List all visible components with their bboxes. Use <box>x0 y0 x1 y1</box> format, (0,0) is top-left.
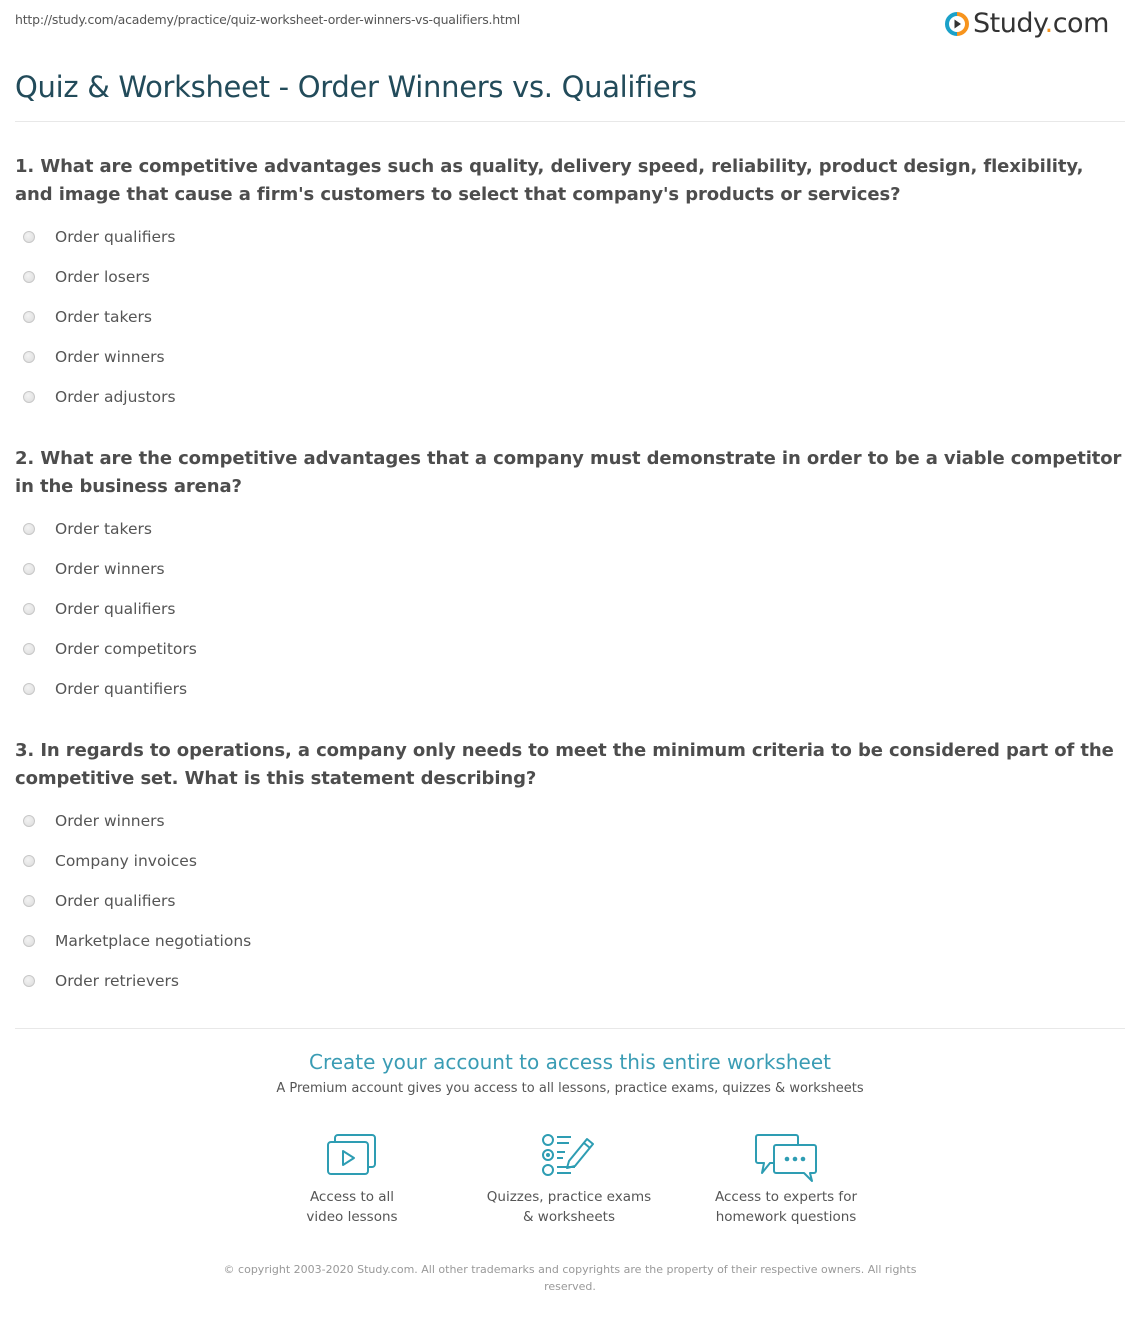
logo-name: Study <box>973 8 1045 39</box>
option-label: Order competitors <box>55 640 197 658</box>
feature-experts <box>686 1133 886 1227</box>
quiz-checklist-icon <box>541 1133 597 1177</box>
question-3 <box>15 737 1125 1001</box>
answer-options <box>15 509 1125 709</box>
answer-options <box>15 801 1125 1001</box>
option-label: Order takers <box>55 520 152 538</box>
radio-button[interactable] <box>23 935 35 947</box>
radio-button[interactable] <box>23 683 35 695</box>
answer-option[interactable] <box>15 377 1125 417</box>
radio-button[interactable] <box>23 895 35 907</box>
answer-option[interactable] <box>15 629 1125 669</box>
radio-button[interactable] <box>23 975 35 987</box>
logo-wordmark <box>973 8 1109 40</box>
chat-bubbles-icon <box>754 1133 818 1183</box>
divider <box>15 1028 1125 1029</box>
answer-option[interactable] <box>15 509 1125 549</box>
feature-line-1: Access to experts for <box>714 1189 857 1205</box>
cta-title[interactable]: Create your account to access this entire worksheet <box>309 1050 831 1074</box>
feature-label <box>469 1187 669 1227</box>
option-label: Order retrievers <box>55 972 179 990</box>
question-2 <box>15 445 1125 709</box>
study-logo[interactable] <box>945 8 1109 40</box>
radio-button[interactable] <box>23 351 35 363</box>
page-title: Quiz & Worksheet - Order Winners vs. Qualifiers <box>15 70 697 104</box>
option-label: Order takers <box>55 308 152 326</box>
answer-option[interactable] <box>15 549 1125 589</box>
question-1 <box>15 153 1125 417</box>
question-text: 2. What are the competitive advantages that a company must demonstrate in order to be a viable competitor in the business arena? <box>15 448 1122 497</box>
answer-option[interactable] <box>15 881 1125 921</box>
cta-subtitle: A Premium account gives you access to all lessons, practice exams, quizzes & worksheets <box>276 1081 864 1096</box>
radio-button[interactable] <box>23 603 35 615</box>
question-text: 1. What are competitive advantages such as quality, delivery speed, reliability, product design, flexibility, and image that cause a firm's customers to select that company's products or services? <box>15 156 1084 205</box>
radio-button[interactable] <box>23 855 35 867</box>
radio-button[interactable] <box>23 391 35 403</box>
answer-option[interactable] <box>15 217 1125 257</box>
feature-line-1: Access to all <box>309 1189 395 1205</box>
answer-option[interactable] <box>15 337 1125 377</box>
option-label: Company invoices <box>55 852 197 870</box>
feature-quizzes <box>469 1133 669 1227</box>
radio-button[interactable] <box>23 523 35 535</box>
option-label: Order winners <box>55 560 165 578</box>
answer-option[interactable] <box>15 961 1125 1001</box>
option-label: Order losers <box>55 268 150 286</box>
divider <box>15 121 1125 122</box>
radio-button[interactable] <box>23 815 35 827</box>
answer-option[interactable] <box>15 841 1125 881</box>
option-label: Order qualifiers <box>55 228 176 246</box>
answer-option[interactable] <box>15 589 1125 629</box>
radio-button[interactable] <box>23 311 35 323</box>
option-label: Order adjustors <box>55 388 176 406</box>
feature-line-2: homework questions <box>715 1209 857 1225</box>
option-label: Order quantifiers <box>55 680 188 698</box>
logo-dot: . <box>1044 8 1053 39</box>
answer-option[interactable] <box>15 801 1125 841</box>
feature-label <box>252 1187 452 1227</box>
radio-button[interactable] <box>23 643 35 655</box>
option-label: Order qualifiers <box>55 892 176 910</box>
feature-line-2: & worksheets <box>522 1209 615 1225</box>
feature-label <box>686 1187 886 1227</box>
page-url: http://study.com/academy/practice/quiz-worksheet-order-winners-vs-qualifiers.html <box>15 12 520 27</box>
study-logo-icon <box>945 12 969 36</box>
option-label: Order winners <box>55 812 165 830</box>
radio-button[interactable] <box>23 563 35 575</box>
answer-option[interactable] <box>15 921 1125 961</box>
option-label: Order winners <box>55 348 165 366</box>
logo-suffix: com <box>1052 8 1109 39</box>
radio-button[interactable] <box>23 231 35 243</box>
feature-line-1: Quizzes, practice exams <box>486 1189 652 1205</box>
feature-line-2: video lessons <box>306 1209 398 1225</box>
answer-option[interactable] <box>15 669 1125 709</box>
video-lessons-icon <box>326 1133 378 1177</box>
answer-option[interactable] <box>15 257 1125 297</box>
feature-video-lessons <box>252 1133 452 1227</box>
answer-option[interactable] <box>15 297 1125 337</box>
option-label: Order qualifiers <box>55 600 176 618</box>
question-text: 3. In regards to operations, a company only needs to meet the minimum criteria to be considered part of the competitive set. What is this statement describing? <box>15 740 1114 789</box>
option-label: Marketplace negotiations <box>55 932 252 950</box>
copyright-notice: © copyright 2003-2020 Study.com. All other trademarks and copyrights are the property of their respective owners. All rights reserved. <box>223 1263 917 1293</box>
radio-button[interactable] <box>23 271 35 283</box>
answer-options <box>15 217 1125 417</box>
